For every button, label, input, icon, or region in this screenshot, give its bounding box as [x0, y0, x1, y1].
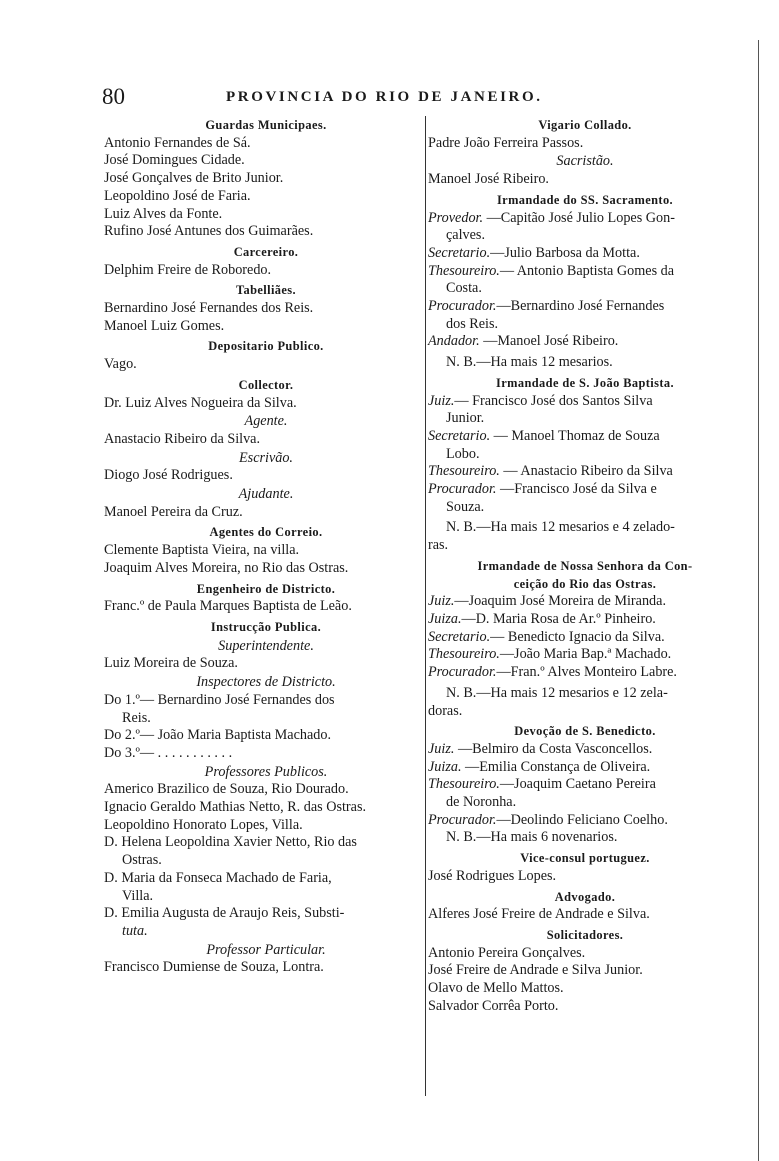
note: N. B.—Ha mais 6 novenarios. — [446, 829, 618, 846]
list-item: Alferes José Freire de Andrade e Silva. — [428, 906, 650, 923]
list-item: Ignacio Geraldo Mathias Netto, R. das Ostras. — [104, 799, 367, 816]
role-text: — Anastacio Ribeiro da Silva — [499, 463, 673, 480]
list-item: Diogo José Rodrigues. — [104, 467, 233, 484]
list-item: Reis. — [122, 709, 151, 726]
list-item: çalves. — [446, 227, 485, 244]
section-heading: Engenheiro de Districto. — [196, 581, 336, 596]
list-item: Manoel Pereira da Cruz. — [104, 503, 243, 520]
role-label: Juiza. — [428, 610, 462, 627]
list-item — [428, 664, 742, 682]
section-heading: Advogado. — [554, 889, 616, 904]
list-item: Do 1.º— Bernardino José Fernandes dos — [104, 691, 335, 708]
role-label: Procurador. — [428, 811, 497, 828]
section-heading: Devoção de S. Benedicto. — [514, 724, 656, 739]
page-edge-line — [758, 40, 759, 1161]
list-item: Antonio Fernandes de Sá. — [104, 134, 251, 151]
list-item — [428, 593, 742, 611]
list-item — [428, 646, 742, 664]
list-item: Rufino José Antunes dos Guimarães. — [104, 223, 314, 240]
subsection-label: Inspectores de Districto. — [196, 674, 336, 691]
role-text: —Emilia Constança de Oliveira. — [461, 758, 651, 775]
list-item — [428, 812, 742, 830]
subsection-label: Agente. — [244, 413, 288, 430]
section-heading: Instrucção Publica. — [210, 619, 322, 634]
role-label: Juiz. — [428, 593, 455, 610]
list-item: Vago. — [104, 356, 137, 373]
role-label: Juiz. — [428, 740, 455, 757]
role-text: —Joaquim Caetano Pereira — [499, 776, 656, 793]
section-heading: Vice-consul portuguez. — [520, 851, 650, 866]
section-heading: Carcereiro. — [233, 244, 299, 259]
subsection-label: Sacristão. — [556, 153, 614, 170]
role-text: — Benedicto Ignacio da Silva. — [490, 628, 665, 645]
list-item — [428, 611, 742, 629]
role-text: —Capitão José Julio Lopes Gon- — [483, 209, 675, 226]
role-text: —Fran.º Alves Monteiro Labre. — [496, 664, 677, 681]
page-header — [102, 84, 622, 112]
role-text: — Antonio Baptista Gomes da — [499, 262, 675, 279]
note: N. B.—Ha mais 12 mesarios. — [446, 354, 613, 371]
list-item: Delphim Freire de Roboredo. — [104, 261, 272, 278]
list-item: Francisco Dumiense de Souza, Lontra. — [104, 959, 324, 976]
role-text: —Francisco José da Silva e — [496, 481, 657, 498]
list-item: Lobo. — [446, 445, 480, 462]
list-item — [428, 759, 742, 777]
list-item — [428, 263, 742, 281]
list-item: Luiz Alves da Fonte. — [104, 205, 223, 222]
page-title: PROVINCIA DO RIO DE JANEIRO. — [226, 89, 543, 105]
list-item: José Freire de Andrade e Silva Junior. — [428, 962, 643, 979]
list-item — [428, 741, 742, 759]
list-item: Dr. Luiz Alves Nogueira da Silva. — [104, 394, 297, 411]
list-item: D. Helena Leopoldina Xavier Netto, Rio das — [104, 834, 357, 851]
note: doras. — [428, 702, 463, 719]
list-item: Leopoldino Honorato Lopes, Villa. — [104, 816, 303, 833]
section-heading: Irmandade de S. João Baptista. — [496, 375, 674, 390]
role-label: Thesoureiro. — [428, 646, 500, 663]
section-heading: Irmandade do SS. Sacramento. — [496, 192, 674, 207]
left-column — [104, 114, 428, 977]
section-heading: Collector. — [238, 377, 294, 392]
role-label: Secretario. — [428, 244, 491, 261]
role-text: —Joaquim José Moreira de Miranda. — [454, 593, 666, 610]
role-text: —D. Maria Rosa de Ar.º Pinheiro. — [461, 610, 656, 627]
role-label: Secretario. — [428, 628, 491, 645]
list-item: Joaquim Alves Moreira, no Rio das Ostras. — [104, 559, 349, 576]
list-item: Franc.º de Paula Marques Baptista de Leão. — [104, 598, 352, 615]
list-item: Clemente Baptista Vieira, na villa. — [104, 542, 300, 559]
role-label: Thesoureiro. — [428, 776, 500, 793]
list-item: José Gonçalves de Brito Junior. — [104, 170, 284, 187]
list-item: de Noronha. — [446, 794, 517, 811]
section-heading: Guardas Municipaes. — [205, 118, 327, 132]
role-text: —João Maria Bap.ª Machado. — [499, 646, 672, 663]
role-label: Procurador. — [428, 481, 497, 498]
section-heading: Depositario Publico. — [208, 339, 324, 354]
list-item: Americo Brazilico de Souza, Rio Dourado. — [104, 781, 349, 798]
role-text: —Belmiro da Costa Vasconcellos. — [454, 740, 653, 757]
subsection-label: Superintendente. — [218, 637, 314, 654]
list-item: Padre João Ferreira Passos. — [428, 134, 584, 151]
list-item: dos Reis. — [446, 315, 499, 332]
list-item — [428, 333, 742, 351]
subsection-label: Professores Publicos. — [204, 763, 328, 780]
page-number: 80 — [102, 84, 125, 109]
list-item: Salvador Corrêa Porto. — [428, 997, 559, 1014]
section-heading: Tabelliães. — [235, 283, 297, 298]
role-label: Provedor. — [428, 209, 484, 226]
section-heading: ceição do Rio das Ostras. — [513, 576, 657, 591]
note: N. B.—Ha mais 12 mesarios e 12 zela- — [446, 684, 668, 701]
role-label: Juiza. — [428, 758, 462, 775]
list-item — [428, 776, 742, 794]
list-item — [428, 245, 742, 263]
list-item — [428, 210, 742, 228]
list-item: Leopoldino José de Faria. — [104, 187, 251, 204]
list-item — [428, 428, 742, 446]
role-text: —Deolindo Feliciano Coelho. — [496, 811, 668, 828]
list-item: José Domingues Cidade. — [104, 152, 245, 169]
list-item — [428, 393, 742, 411]
section-heading: Agentes do Correio. — [209, 525, 323, 540]
role-text: —Bernardino José Fernandes — [496, 298, 665, 315]
note: N. B.—Ha mais 12 mesarios e 4 zelado- — [446, 519, 675, 536]
section-heading: Irmandade de Nossa Senhora da Con- — [477, 558, 693, 573]
section-heading: Solicitadores. — [546, 927, 624, 942]
list-item: Antonio Pereira Gonçalves. — [428, 944, 586, 961]
role-label: Secretario. — [428, 427, 491, 444]
list-item: D. Emilia Augusta de Araujo Reis, Substi- — [104, 905, 345, 922]
list-item: Souza. — [446, 498, 485, 515]
list-item: Manoel José Ribeiro. — [428, 171, 549, 188]
list-item: Do 3.º— . . . . . . . . . . . — [104, 744, 233, 761]
list-item — [428, 629, 742, 647]
list-item — [428, 298, 742, 316]
list-item: Luiz Moreira de Souza. — [104, 655, 238, 672]
list-item: Anastacio Ribeiro da Silva. — [104, 430, 261, 447]
role-text: — Francisco José dos Santos Silva — [454, 392, 653, 409]
role-text: —Manoel José Ribeiro. — [479, 333, 619, 350]
subsection-label: Professor Particular. — [206, 941, 326, 958]
list-item: tuta. — [122, 922, 148, 939]
list-item: José Rodrigues Lopes. — [428, 867, 557, 884]
list-item: Costa. — [446, 280, 482, 297]
list-item — [428, 481, 742, 499]
list-item: Manoel Luiz Gomes. — [104, 317, 225, 334]
note: ras. — [428, 537, 449, 554]
list-item: Ostras. — [122, 852, 162, 869]
list-item: Do 2.º— João Maria Baptista Machado. — [104, 727, 332, 744]
right-column — [428, 114, 742, 1015]
subsection-label: Ajudante. — [238, 486, 294, 503]
role-label: Thesoureiro. — [428, 463, 500, 480]
list-item: Olavo de Mello Mattos. — [428, 980, 564, 997]
list-item — [428, 463, 742, 481]
list-item: Villa. — [122, 887, 154, 904]
role-text: —Julio Barbosa da Motta. — [490, 244, 640, 261]
role-label: Procurador. — [428, 664, 497, 681]
role-label: Procurador. — [428, 298, 497, 315]
role-label: Juiz. — [428, 392, 455, 409]
subsection-label: Escrivão. — [239, 449, 293, 466]
list-item: Bernardino José Fernandes dos Reis. — [104, 300, 314, 317]
section-heading: Vigario Collado. — [538, 118, 632, 132]
role-text: — Manoel Thomaz de Souza — [490, 427, 660, 444]
list-item: Junior. — [446, 410, 485, 427]
role-label: Andador. — [428, 333, 480, 350]
role-label: Thesoureiro. — [428, 262, 500, 279]
list-item: D. Maria da Fonseca Machado de Faria, — [104, 869, 332, 886]
